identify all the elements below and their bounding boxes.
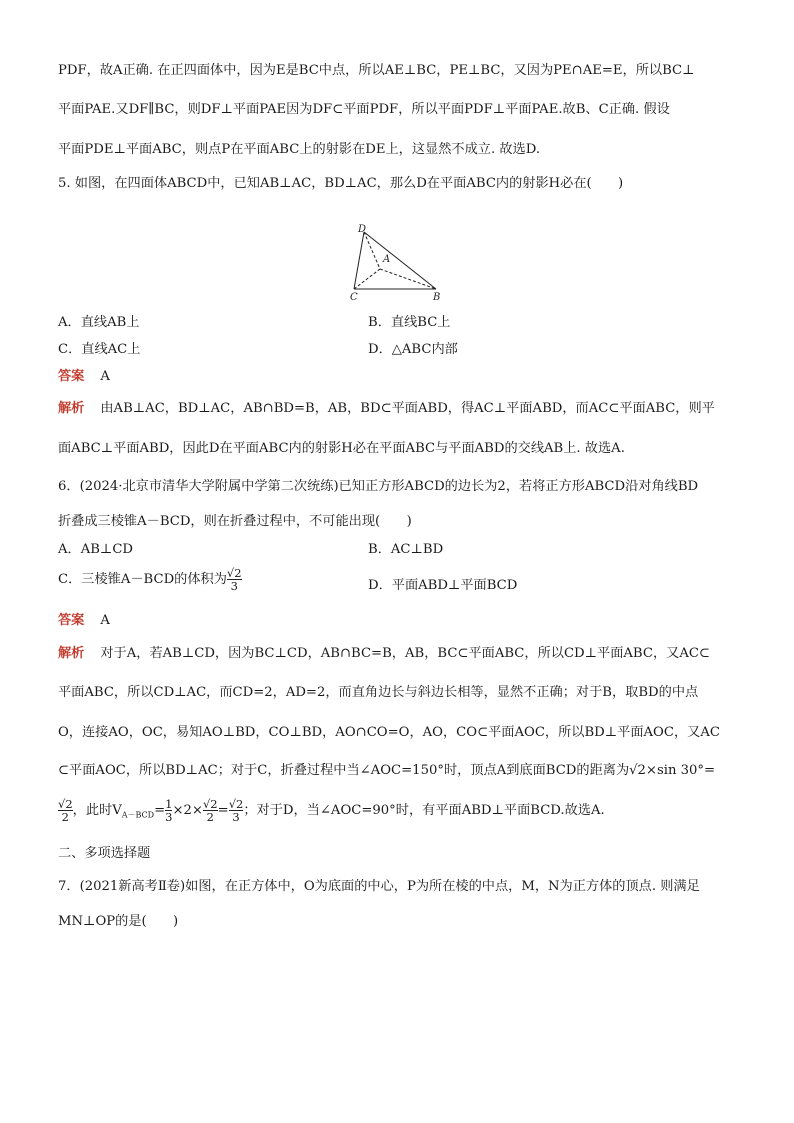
- label-c: C: [350, 292, 358, 303]
- section-title: 二、多项选择题: [58, 846, 151, 861]
- q6-option-d: D．平面ABD⊥平面BCD: [368, 578, 518, 593]
- q7-stem-line-2: MN⊥OP的是( ): [58, 914, 179, 929]
- edge-dc: [354, 232, 364, 289]
- text-segment: ，此时V: [72, 803, 122, 818]
- answer-value: A: [100, 369, 110, 384]
- frac-num: √2: [58, 797, 73, 811]
- label-a: A: [383, 254, 391, 265]
- answer-value: A: [100, 613, 110, 628]
- label-d: D: [358, 224, 367, 235]
- q5-option-a: A．直线AB上: [58, 315, 140, 330]
- text-segment: =: [154, 803, 166, 818]
- q6-analysis-line-2: 平面ABC，所以CD⊥AC，而CD=2，AD=2，而直角边长与斜边长相等，显然不正确；对于B，取BD的中点: [58, 685, 699, 700]
- edge-da: [364, 232, 380, 269]
- q6-option-c-text: C．三棱锥A－BCD的体积为: [58, 572, 227, 587]
- prev-solution-line-2: 平面PAE.又DF∥BC，则DF⊥平面PAE因为DF⊂平面PDF，所以平面PDF⊥平面PAE.故B、C正确. 假设: [58, 102, 670, 117]
- answer-label: 答案: [58, 613, 85, 628]
- answer-label: 答案: [58, 369, 85, 384]
- q5-option-b: B．直线BC上: [368, 315, 451, 330]
- q6-analysis-line-3: O，连接AO，OC，易知AO⊥BD，CO⊥BD，AO∩CO=O，AO，CO⊂平面AOC，所以BD⊥平面AOC，又AC: [58, 725, 720, 740]
- edge-ca: [354, 269, 380, 289]
- frac-den: 3: [230, 579, 238, 593]
- edge-ab: [380, 269, 436, 289]
- frac-den: 3: [232, 810, 240, 824]
- q6-stem-line-1: 6．(2024·北京市清华大学附属中学第二次统练)已知正方形ABCD的边长为2，若将正方形ABCD沿对角线BD: [58, 479, 699, 494]
- tetrahedron-figure: [340, 222, 460, 304]
- q6-option-c-fraction: [227, 567, 242, 592]
- frac-den: 3: [165, 810, 173, 824]
- q5-answer: [58, 368, 110, 386]
- volume-subscript: A－BCD: [121, 810, 155, 820]
- frac-num: √2: [228, 797, 244, 811]
- edge-db: [364, 232, 436, 289]
- q5-analysis-line-2: 面ABC⊥平面ABD，因此D在平面ABC内的射影H必在平面ABC与平面ABD的交线AB上. 故选A.: [58, 441, 625, 456]
- frac-den: 2: [61, 810, 69, 824]
- fraction-1: [58, 798, 73, 823]
- analysis-text: 由AB⊥AC，BD⊥AC，AB∩BD=B，AB，BD⊂平面ABD，得AC⊥平面ABD，而AC⊂平面ABC，则平: [100, 401, 715, 416]
- q6-option-a: A．AB⊥CD: [58, 542, 133, 557]
- analysis-label: 解析: [58, 401, 85, 416]
- fraction-4: [229, 798, 244, 823]
- q6-analysis-line-5: [58, 798, 605, 825]
- q6-answer: [58, 612, 110, 630]
- frac-num: 1: [165, 797, 173, 811]
- q5-option-c: C．直线AC上: [58, 342, 141, 357]
- q5-option-d: D．△ABC内部: [368, 342, 458, 357]
- q6-option-b: B．AC⊥BD: [368, 542, 444, 557]
- fraction-3: [203, 798, 218, 823]
- q6-analysis-line-4: ⊂平面AOC，所以BD⊥AC；对于C，折叠过程中当∠AOC=150°时，顶点A到底面BCD的距离为√2×sin 30°=: [58, 763, 716, 778]
- analysis-text: 对于A，若AB⊥CD，因为BC⊥CD，AB∩BC=B，AB，BC⊂平面ABC，所以CD⊥平面ABC，又AC⊂: [100, 646, 710, 661]
- frac-den: 2: [206, 810, 214, 824]
- q6-option-c: [58, 567, 242, 592]
- q5-stem: 5. 如图，在四面体ABCD中，已知AB⊥AC，BD⊥AC，那么D在平面ABC内的射影H必在( ): [58, 176, 624, 191]
- q6-analysis-line-1: [58, 645, 710, 663]
- text-segment: =: [217, 803, 229, 818]
- q5-analysis-line-1: [58, 400, 715, 418]
- prev-solution-line-3: 平面PDE⊥平面ABC，则点P在平面ABC上的射影在DE上，这显然不成立. 故选D.: [58, 142, 541, 157]
- prev-solution-line-1: PDF，故A正确. 在正四面体中，因为E是BC中点，所以AE⊥BC，PE⊥BC，又因为PE∩AE=E，所以BC⊥: [58, 63, 695, 78]
- analysis-label: 解析: [58, 646, 85, 661]
- label-b: B: [433, 292, 441, 303]
- frac-num: √2: [226, 566, 242, 580]
- q7-stem-line-1: 7．(2021新高考Ⅱ卷)如图，在正方体中，O为底面的中心，P为所在棱的中点，M，N为正方体的顶点. 则满足: [58, 879, 700, 894]
- text-segment: ；对于D，当∠AOC=90°时，有平面ABD⊥平面BCD.故选A.: [243, 803, 605, 818]
- frac-num: √2: [202, 797, 218, 811]
- text-segment: ×2×: [172, 803, 203, 818]
- q6-stem-line-2: 折叠成三棱锥A－BCD，则在折叠过程中，不可能出现( ): [58, 514, 412, 529]
